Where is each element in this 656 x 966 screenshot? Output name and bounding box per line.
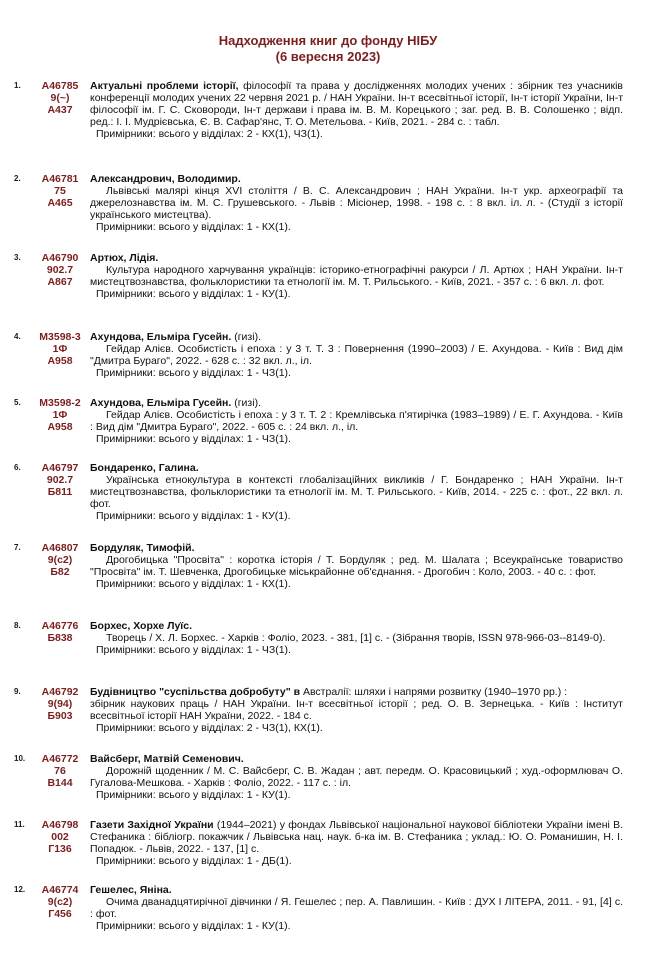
entry-description: Актуальні проблеми історії, філософії та права у дослідженнях молодих учених : збірник тез учасників конференції молодих учених 22 червня 2021 р. / НАН України. Ін-т всесвітньої історії, Ін-т історії України, Ін-т філософії ім. Г. С. Сковороди, Ін-т держави і права ім. В. М. Корецького ; заг. ред. В. В. Солошенко ; відп. ред.: І. І. Мудрієвська, Є. В. Сафар'янс, Т. О. Метельова. - Київ, 2021. - 284 с. : табл. xyxy=(90,80,623,128)
entry-body xyxy=(90,462,623,522)
shelfmark: А46798 002 Г136 xyxy=(41,819,79,855)
entry-heading: Бондаренко, Галина. xyxy=(90,462,199,474)
entry-number: 3. xyxy=(14,253,21,262)
entry-body xyxy=(90,173,623,233)
entry-body xyxy=(90,819,623,867)
shelfmark: А46781 75 А465 xyxy=(41,173,79,209)
entry-body xyxy=(90,542,623,590)
entry-description: Очима дванадцятирічної дівчинки / Я. Гешелес ; пер. А. Павлишин. - Київ : ДУХ І ЛІТЕРА, 2011. - 91, [4] с. : фот. xyxy=(90,896,623,920)
shelfmark: М3598-2 1Ф А958 xyxy=(39,397,81,433)
entry-heading: Ахундова, Ельміра Гусейн. (гизі). xyxy=(90,397,261,409)
title-line-1: Надходження книг до фонду НІБУ xyxy=(218,33,438,48)
shelfmark: А46785 9(~) А437 xyxy=(41,80,79,116)
entry-number: 12. xyxy=(14,885,26,894)
entry-number: 10. xyxy=(14,754,26,763)
shelfmark: А46790 902.7 А867 xyxy=(41,252,79,288)
shelfmark: А46807 9(с2) Б82 xyxy=(41,542,79,578)
entry-description: Гейдар Алієв. Особистість і епоха : у 3 т. Т. 2 : Кремлівська п'ятирічка (1983–1989) / Е. Г. Ахундова. - Київ : Вид дім "Дмитра Бураго", 2022. - 605 с. : 24 вкл. л., іл. xyxy=(90,409,623,433)
entry-number: 11. xyxy=(14,820,25,829)
entry-description: збірник наукових праць / НАН України. Ін-т всесвітньої історії ; ред. О. В. Зернецька. - Київ : Інститут всесвітньої історії НАН України, 2022. - 184 с. xyxy=(90,698,623,722)
shelfmark: А46774 9(с2) Г456 xyxy=(41,884,79,920)
entry-number: 9. xyxy=(14,687,21,696)
entry-body xyxy=(90,753,623,801)
entry-copies: Примірники: всього у відділах: 1 - КХ(1). xyxy=(96,221,291,233)
entry-number: 5. xyxy=(14,398,21,407)
entry-body xyxy=(90,397,623,445)
shelfmark: А46797 902.7 Б811 xyxy=(41,462,79,498)
entry-copies: Примірники: всього у відділах: 1 - КУ(1). xyxy=(96,789,291,801)
entry-description: Гейдар Алієв. Особистість і епоха : у 3 т. Т. 3 : Повернення (1990–2003) / Е. Ахундова. - Київ : Вид дім "Дмитра Бураго", 2022. - 628 с. : 32 вкл. л., іл. xyxy=(90,343,623,367)
entry-copies: Примірники: всього у відділах: 1 - КУ(1). xyxy=(96,288,291,300)
entry-body xyxy=(90,80,623,140)
entry-body xyxy=(90,686,623,734)
entry-heading: Бордуляк, Тимофій. xyxy=(90,542,195,554)
entry-copies: Примірники: всього у відділах: 2 - КХ(1), ЧЗ(1). xyxy=(96,128,323,140)
entry-heading: Борхес, Хорхе Луїс. xyxy=(90,620,192,632)
entry-description: Львівські малярі кінця XVI століття / В. С. Александрович ; НАН України. Ін-т укр. археографії та джерелознавства ім. М. С. Грушевського. - Львів : Місіонер, 1998. - 198 с. : 8 вкл. іл. л. - (Студії з історії українського мистецтва). xyxy=(90,185,623,221)
entry-heading: Александрович, Володимир. xyxy=(90,173,241,185)
entry-copies: Примірники: всього у відділах: 1 - ЧЗ(1). xyxy=(96,644,291,656)
entry-heading: Гешелес, Яніна. xyxy=(90,884,172,896)
entry-number: 8. xyxy=(14,621,21,630)
entry-copies: Примірники: всього у відділах: 1 - КУ(1). xyxy=(96,510,291,522)
entry-description: Творець / Х. Л. Борхес. - Харків : Фоліо, 2023. - 381, [1] с. - (Зібрання творів, ISSN 978-966-03--8149-0). xyxy=(106,632,606,644)
entry-description: Українська етнокультура в контексті глобалізаційних викликів / Г. Бондаренко ; НАН України. Ін-т мистецтвознавства, фольклористики та етнології ім. М. Т. Рильського. - Київ, 2014. - 225 с. : фот., 22 вкл. л. фот. xyxy=(90,474,623,510)
entry-copies: Примірники: всього у відділах: 2 - ЧЗ(1), КХ(1). xyxy=(96,722,323,734)
entry-heading: Вайсберг, Матвій Семенович. xyxy=(90,753,244,765)
entry-copies: Примірники: всього у відділах: 1 - ДБ(1). xyxy=(96,855,292,867)
title-line-2: (6 вересня 2023) xyxy=(275,49,381,64)
entry-description: Дорожній щоденник / М. С. Вайсберг, С. В. Жадан ; авт. передм. О. Красовицький ; худ.-оформлювач О. Гугалова-Мешкова. - Харків : Фоліо, 2022. - 117 с. : іл. xyxy=(90,765,623,789)
entry-body xyxy=(90,620,623,656)
entry-copies: Примірники: всього у відділах: 1 - КХ(1). xyxy=(96,578,291,590)
entry-body xyxy=(90,252,623,300)
shelfmark: А46776 Б838 xyxy=(41,620,79,644)
entry-description: Культура народного харчування українців: історико-етнографічні ракурси / Л. Артюх ; НАН України. Ін-т мистецтвознавства, фольклористики та етнології ім. М. Т. Рильського. - Київ, 2021. - 357 с. : 6 вкл. л. фот. xyxy=(90,264,623,288)
shelfmark: А46772 76 В144 xyxy=(41,753,79,789)
entry-heading: Ахундова, Ельміра Гусейн. (гизі). xyxy=(90,331,261,343)
entry-heading: Артюх, Лідія. xyxy=(90,252,159,264)
entry-body xyxy=(90,884,623,932)
entry-number: 7. xyxy=(14,543,21,552)
page-title xyxy=(0,33,656,65)
entry-body xyxy=(90,331,623,379)
entry-description: Газети Західної України (1944–2021) у фондах Львівської національної наукової бібліотеки України імені В. Стефаника : бібліогр. покажчик / Львівська нац. наук. б-ка ім. В. Стефаника ; уклад.: Ю. О. Романишин, Н. І. Попадюк. - Львів, 2022. - 137, [1] с. xyxy=(90,819,624,855)
entry-description: Дрогобицька "Просвіта" : коротка історія / Т. Бордуляк ; ред. М. Шалата ; Всеукраїнське товариство "Просвіта" ім. Т. Шевченка, Дрогобицьке міськрайонне об'єднання. - Дрогобич : Коло, 2003. - 40 с. : фот. xyxy=(90,554,623,578)
shelfmark: А46792 9(94) Б903 xyxy=(41,686,79,722)
entry-number: 1. xyxy=(14,81,21,90)
shelfmark: М3598-3 1Ф А958 xyxy=(39,331,81,367)
entry-copies: Примірники: всього у відділах: 1 - ЧЗ(1). xyxy=(96,367,291,379)
entry-number: 6. xyxy=(14,463,21,472)
entry-heading: Будівництво "суспільства добробуту" в Австралії: шляхи і напрями розвитку (1940–1970 рр.) : xyxy=(90,686,568,698)
entry-copies: Примірники: всього у відділах: 1 - КУ(1). xyxy=(96,920,291,932)
entry-number: 2. xyxy=(14,174,21,183)
entry-copies: Примірники: всього у відділах: 1 - ЧЗ(1). xyxy=(96,433,291,445)
entry-number: 4. xyxy=(14,332,21,341)
